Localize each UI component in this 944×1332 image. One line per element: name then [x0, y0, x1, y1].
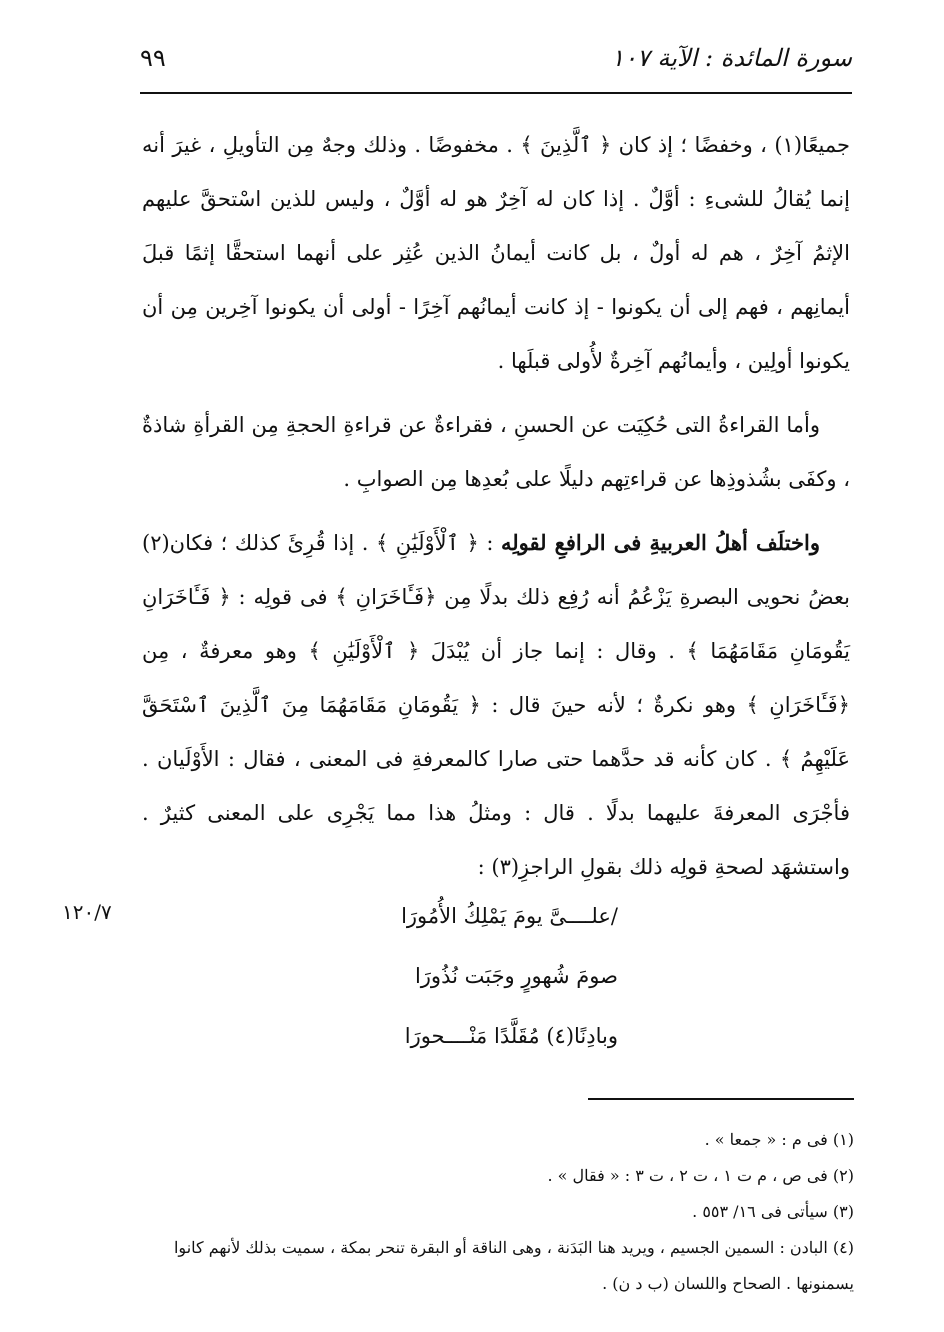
paragraph-3: [142, 516, 850, 894]
verse-line-1: /علــــىَّ يومَ يَمْلِكُ الأُمُورَا: [401, 904, 618, 928]
paragraph-2: وأما القراءةُ التى حُكِيَت عن الحسنِ ، فقراءةٌ عن قراءةِ الحجةِ مِن القرأةِ شاذةٌ ، وكفَى بشُذوذِها عن قراءتِهم دليلًا على بُعدِها مِن الصوابِ .: [142, 413, 850, 491]
footnote-2: (٢) فى ص ، م ت ١ ، ت ٢ ، ت ٣ : « فقال » .: [547, 1166, 854, 1185]
footnote-divider: [588, 1098, 854, 1100]
header-divider: [140, 92, 852, 94]
footnote-4: (٤) البادن : السمين الجسيم ، ويريد هنا البَدَنة ، وهى الناقة أو البقرة تنحر بمكة ، سميت بذلك لأنهم كانوا يسمنونها . الصحاح واللسان (ب د ن) .: [173, 1238, 854, 1293]
paragraph-3-lead: واختلَف أهلُ العربيةِ فى الرافعِ لقولِه: [500, 530, 820, 555]
page-header: [140, 44, 852, 84]
paragraph-3-body: : ﴿ ٱلْأَوْلَيَٰنِ ﴾ . إذا قُرِئَ كذلك ؛ فكان(٢) بعضُ نحويى البصرةِ يَزْعُمُ أنه رُفِع ذلك بدلًا مِن ﴿فَـَٔاخَرَانِ ﴾ فى قولِه : ﴿ فَـَٔاخَرَانِ يَقُومَانِ مَقَامَهُمَا ﴾ . وقال : إنما جاز أن يُبْدَلَ ﴿ ٱلْأَوْلَيَٰنِ ﴾ وهو معرفةٌ ، مِن ﴿فَـَٔاخَرَانِ ﴾ وهو نكرةٌ ؛ لأنه حينَ قال : ﴿ يَقُومَانِ مَقَامَهُمَا مِنَ ٱلَّذِينَ ٱسْتَحَقَّ عَلَيْهِمُ ﴾ . كان كأنه قد حدَّهما حتى صارا كالمعرفةِ فى المعنى ، فقال : الأَوْلَيان . فأجْرَى المعرفةَ عليهما بدلًا . قال : ومثلُ هذا مما يَجْرِى على المعنى كثيرٌ . واستشهَد لصحةِ قولِه ذلك بقولِ الراجزِ(٣) :: [142, 531, 850, 879]
footnote-1: (١) فى م : « جمعا » .: [704, 1130, 854, 1149]
running-title: سورة المائدة : الآية ١٠٧: [611, 44, 852, 72]
margin-reference: ١٢٠/٧: [62, 900, 112, 924]
verse-line-2: صومَ شُهورٍ وجَبَت نُذُورَا: [414, 964, 618, 988]
verse-line-3: وبادِنًا(٤) مُقَلَّدًا مَنْــــحورَا: [404, 1024, 618, 1048]
page-number: ٩٩: [140, 44, 166, 72]
footnote-3: (٣) سيأتى فى ١٦/ ٥٥٣ .: [692, 1202, 854, 1221]
paragraph-1: جميعًا(١) ، وخفضًا ؛ إذ كان ﴿ ٱلَّذِينَ ﴾ . مخفوضًا . وذلك وجهٌ مِن التأويلِ ، غيرَ أنه إنما يُقالُ للشىءِ : أوَّلٌ . إذا كان له آخِرٌ هو له أوَّلٌ ، وليس للذين اسْتحقَّ عليهم الإثمُ آخِرٌ ، هم له أولٌ ، بل كانت أيمانُ الذين عُثِر على أنهما استحقَّا إثمًا قبلَ أيمانِهم ، فهم إلى أن يكونوا - إذ كانت أيمانُهم آخِرًا - أولى أن يكونوا آخِرين مِن أن يكونوا أولِين ، وأيمانُهم آخِرةٌ لأُولى قبلَها .: [142, 133, 850, 373]
footnotes: [142, 1122, 854, 1302]
main-text: [142, 118, 850, 894]
